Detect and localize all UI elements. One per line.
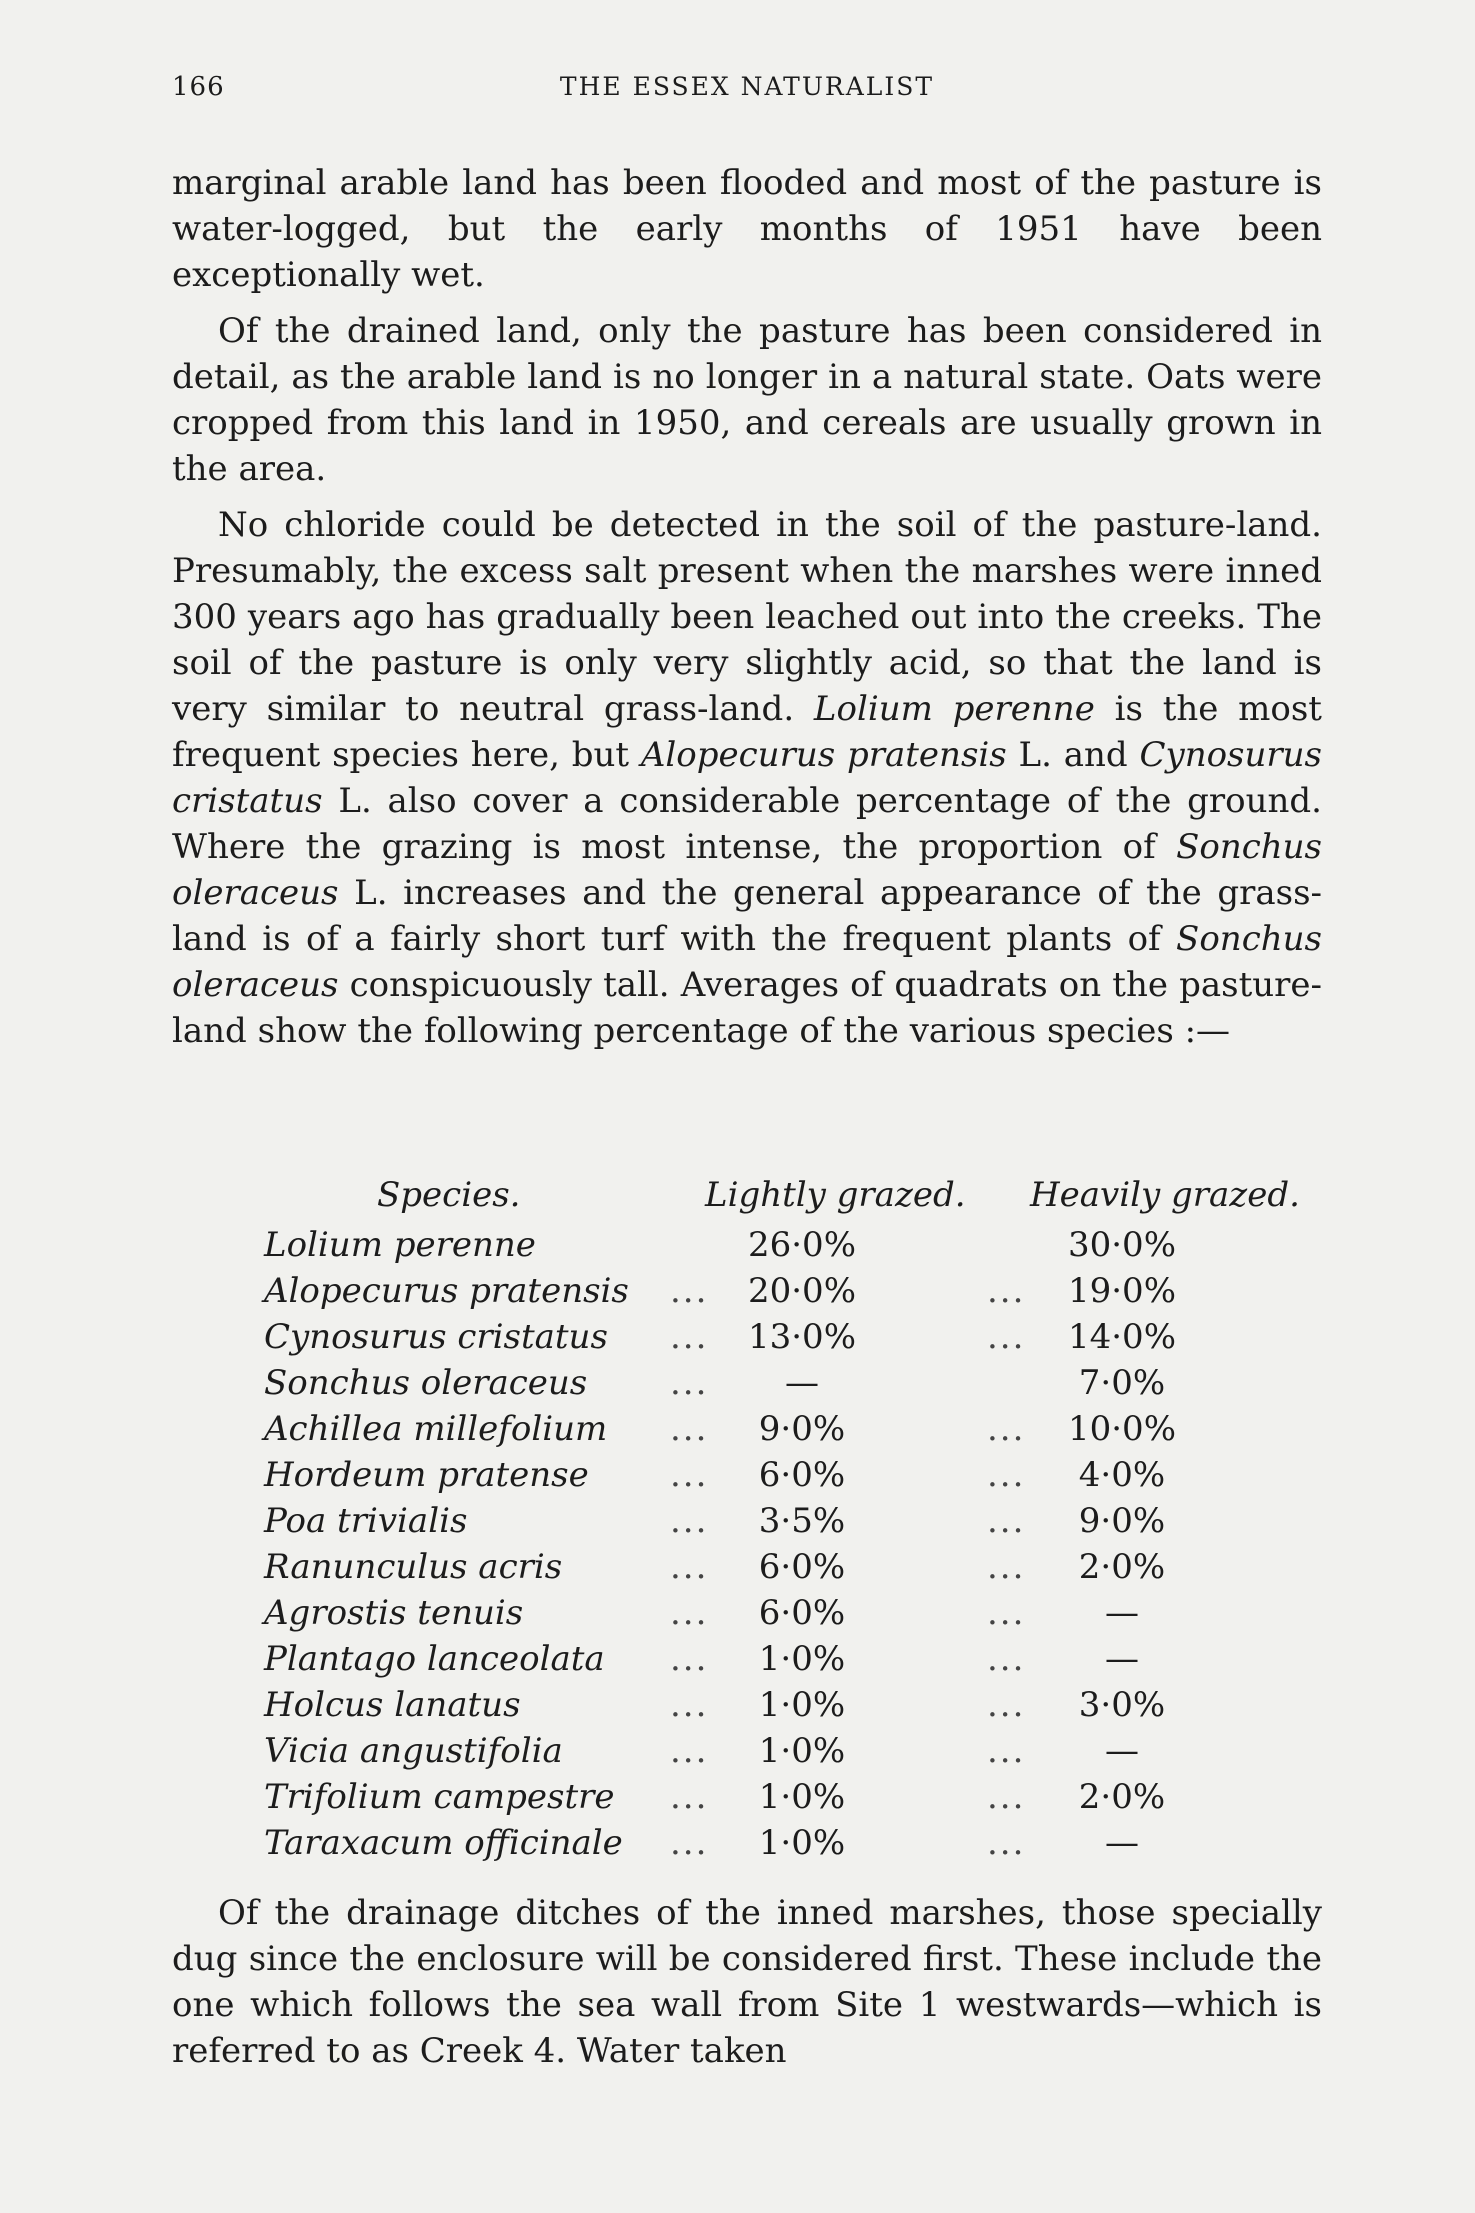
leader-dots: ... <box>987 1823 1026 1863</box>
species-name-sonchus: Sonchus oleraceus <box>172 827 1323 913</box>
species-cell: Vicia angustifolia <box>264 1731 563 1771</box>
table-row <box>172 1590 1322 1636</box>
lightly-grazed-cell: 3·5% <box>758 1501 846 1541</box>
leader-dots: ... <box>670 1455 709 1495</box>
leader-dots: ... <box>670 1271 709 1311</box>
heavily-grazed-cell: — <box>1105 1639 1139 1679</box>
leader-dots: ... <box>987 1455 1026 1495</box>
leader-dots: ... <box>670 1823 709 1863</box>
lightly-grazed-cell: 6·0% <box>758 1593 846 1633</box>
lightly-grazed-cell: — <box>785 1363 819 1403</box>
header-heavily-grazed: Heavily grazed. <box>1030 1175 1300 1215</box>
species-cell: Hordeum pratense <box>264 1455 589 1495</box>
paragraph-3-text-4: L. also cover a considerable percentage of the ground. Where the grazing is most intense, the proportion of <box>172 781 1322 867</box>
species-table <box>172 1172 1322 1866</box>
paragraph-1: marginal arable land has been flooded and most of the pasture is water-logged, but the early months of 1951 have been exceptionally wet. <box>172 163 1322 295</box>
leader-dots: ... <box>987 1409 1026 1449</box>
heavily-grazed-cell: 4·0% <box>1078 1455 1166 1495</box>
leader-dots: ... <box>670 1409 709 1449</box>
table-row <box>172 1268 1322 1314</box>
leader-dots: ... <box>987 1593 1026 1633</box>
leader-dots: ... <box>670 1501 709 1541</box>
species-cell: Poa trivialis <box>264 1501 468 1541</box>
heavily-grazed-cell: 2·0% <box>1078 1777 1166 1817</box>
species-cell: Holcus lanatus <box>264 1685 521 1725</box>
paragraph-4: Of the drainage ditches of the inned marshes, those specially dug since the enclosure will be considered first. These include the one which follows the sea wall from Site 1 westwards—which is referred to as Creek 4. Water taken <box>172 1893 1322 2071</box>
lightly-grazed-cell: 20·0% <box>747 1271 856 1311</box>
lightly-grazed-cell: 1·0% <box>758 1777 846 1817</box>
journal-title: THE ESSEX NATURALIST <box>559 72 935 101</box>
paragraph-3-text-5: L. increases and the general appearance of the grass-land is of a fairly short turf with the frequent plants of <box>172 873 1323 959</box>
species-cell: Ranunculus acris <box>264 1547 563 1587</box>
species-cell: Plantago lanceolata <box>264 1639 605 1679</box>
lightly-grazed-cell: 9·0% <box>758 1409 846 1449</box>
lightly-grazed-cell: 1·0% <box>758 1685 846 1725</box>
page-number: 166 <box>172 72 225 102</box>
heavily-grazed-cell: 2·0% <box>1078 1547 1166 1587</box>
species-name-sonchus-2: Sonchus oleraceus <box>172 919 1322 1005</box>
lightly-grazed-cell: 13·0% <box>747 1317 856 1357</box>
species-name-lolium: Lolium perenne <box>813 689 1095 729</box>
paragraph-2: Of the drained land, only the pasture has been considered in detail, as the arable land is no longer in a natural state. Oats were cropped from this land in 1950, and cereals are usually grown in the area. <box>172 311 1322 489</box>
lightly-grazed-cell: 1·0% <box>758 1823 846 1863</box>
heavily-grazed-cell: — <box>1105 1593 1139 1633</box>
lightly-grazed-cell: 26·0% <box>747 1225 856 1265</box>
table-row <box>172 1314 1322 1360</box>
leader-dots: ... <box>670 1639 709 1679</box>
body-text-continued <box>172 1890 1322 2074</box>
species-name-cynosurus: Cynosurus cristatus <box>172 735 1323 821</box>
species-cell: Alopecurus pratensis <box>264 1271 629 1311</box>
species-cell: Sonchus oleraceus <box>264 1363 588 1403</box>
paragraph-3-text-1: No chloride could be detected in the soil of the pasture-land. Presumably, the excess salt present when the marshes were inned 300 years ago has gradually been leached out into the creeks. The soil of the pasture is only very slightly acid, so that the land is very similar to neutral grass-land. <box>172 505 1322 729</box>
leader-dots: ... <box>670 1685 709 1725</box>
table-body <box>172 1222 1322 1866</box>
table-row <box>172 1820 1322 1866</box>
paragraph-3-text-3: L. and <box>1018 735 1128 775</box>
heavily-grazed-cell: 7·0% <box>1078 1363 1166 1403</box>
lightly-grazed-cell: 1·0% <box>758 1731 846 1771</box>
leader-dots: ... <box>670 1317 709 1357</box>
leader-dots: ... <box>987 1271 1026 1311</box>
species-cell: Taraxacum officinale <box>264 1823 623 1863</box>
leader-dots: ... <box>987 1501 1026 1541</box>
leader-dots: ... <box>670 1593 709 1633</box>
lightly-grazed-cell: 6·0% <box>758 1455 846 1495</box>
table-row <box>172 1360 1322 1406</box>
heavily-grazed-cell: 3·0% <box>1078 1685 1166 1725</box>
heavily-grazed-cell: 9·0% <box>1078 1501 1166 1541</box>
heavily-grazed-cell: 30·0% <box>1067 1225 1176 1265</box>
table-row <box>172 1222 1322 1268</box>
heavily-grazed-cell: 10·0% <box>1067 1409 1176 1449</box>
paragraph-3 <box>172 502 1322 1054</box>
species-cell: Agrostis tenuis <box>264 1593 524 1633</box>
header-lightly-grazed: Lightly grazed. <box>705 1175 966 1215</box>
paragraph-3-text-6: conspicuously tall. Averages of quadrats on the pasture-land show the following percentage of the various species :— <box>172 965 1322 1051</box>
leader-dots: ... <box>987 1777 1026 1817</box>
leader-dots: ... <box>670 1547 709 1587</box>
table-row <box>172 1636 1322 1682</box>
species-cell: Lolium perenne <box>264 1225 536 1265</box>
leader-dots: ... <box>987 1731 1026 1771</box>
table-row <box>172 1498 1322 1544</box>
species-cell: Achillea millefolium <box>264 1409 608 1449</box>
heavily-grazed-cell: 14·0% <box>1067 1317 1176 1357</box>
heavily-grazed-cell: 19·0% <box>1067 1271 1176 1311</box>
leader-dots: ... <box>987 1685 1026 1725</box>
species-cell: Trifolium campestre <box>264 1777 615 1817</box>
lightly-grazed-cell: 6·0% <box>758 1547 846 1587</box>
leader-dots: ... <box>987 1639 1026 1679</box>
running-head <box>172 72 1322 112</box>
table-row <box>172 1682 1322 1728</box>
heavily-grazed-cell: — <box>1105 1731 1139 1771</box>
table-row <box>172 1452 1322 1498</box>
species-name-alopecurus: Alopecurus pratensis <box>640 735 1007 775</box>
species-cell: Cynosurus cristatus <box>264 1317 608 1357</box>
header-species: Species. <box>377 1175 521 1215</box>
table-header-row <box>172 1172 1322 1222</box>
leader-dots: ... <box>987 1317 1026 1357</box>
leader-dots: ... <box>670 1731 709 1771</box>
table-row <box>172 1406 1322 1452</box>
lightly-grazed-cell: 1·0% <box>758 1639 846 1679</box>
heavily-grazed-cell: — <box>1105 1823 1139 1863</box>
table-row <box>172 1774 1322 1820</box>
leader-dots: ... <box>670 1777 709 1817</box>
paragraph-3-text-2: is the most frequent species here, but <box>172 689 1322 775</box>
leader-dots: ... <box>670 1363 709 1403</box>
leader-dots: ... <box>987 1547 1026 1587</box>
body-text <box>172 160 1322 1054</box>
table-row <box>172 1544 1322 1590</box>
table-row <box>172 1728 1322 1774</box>
